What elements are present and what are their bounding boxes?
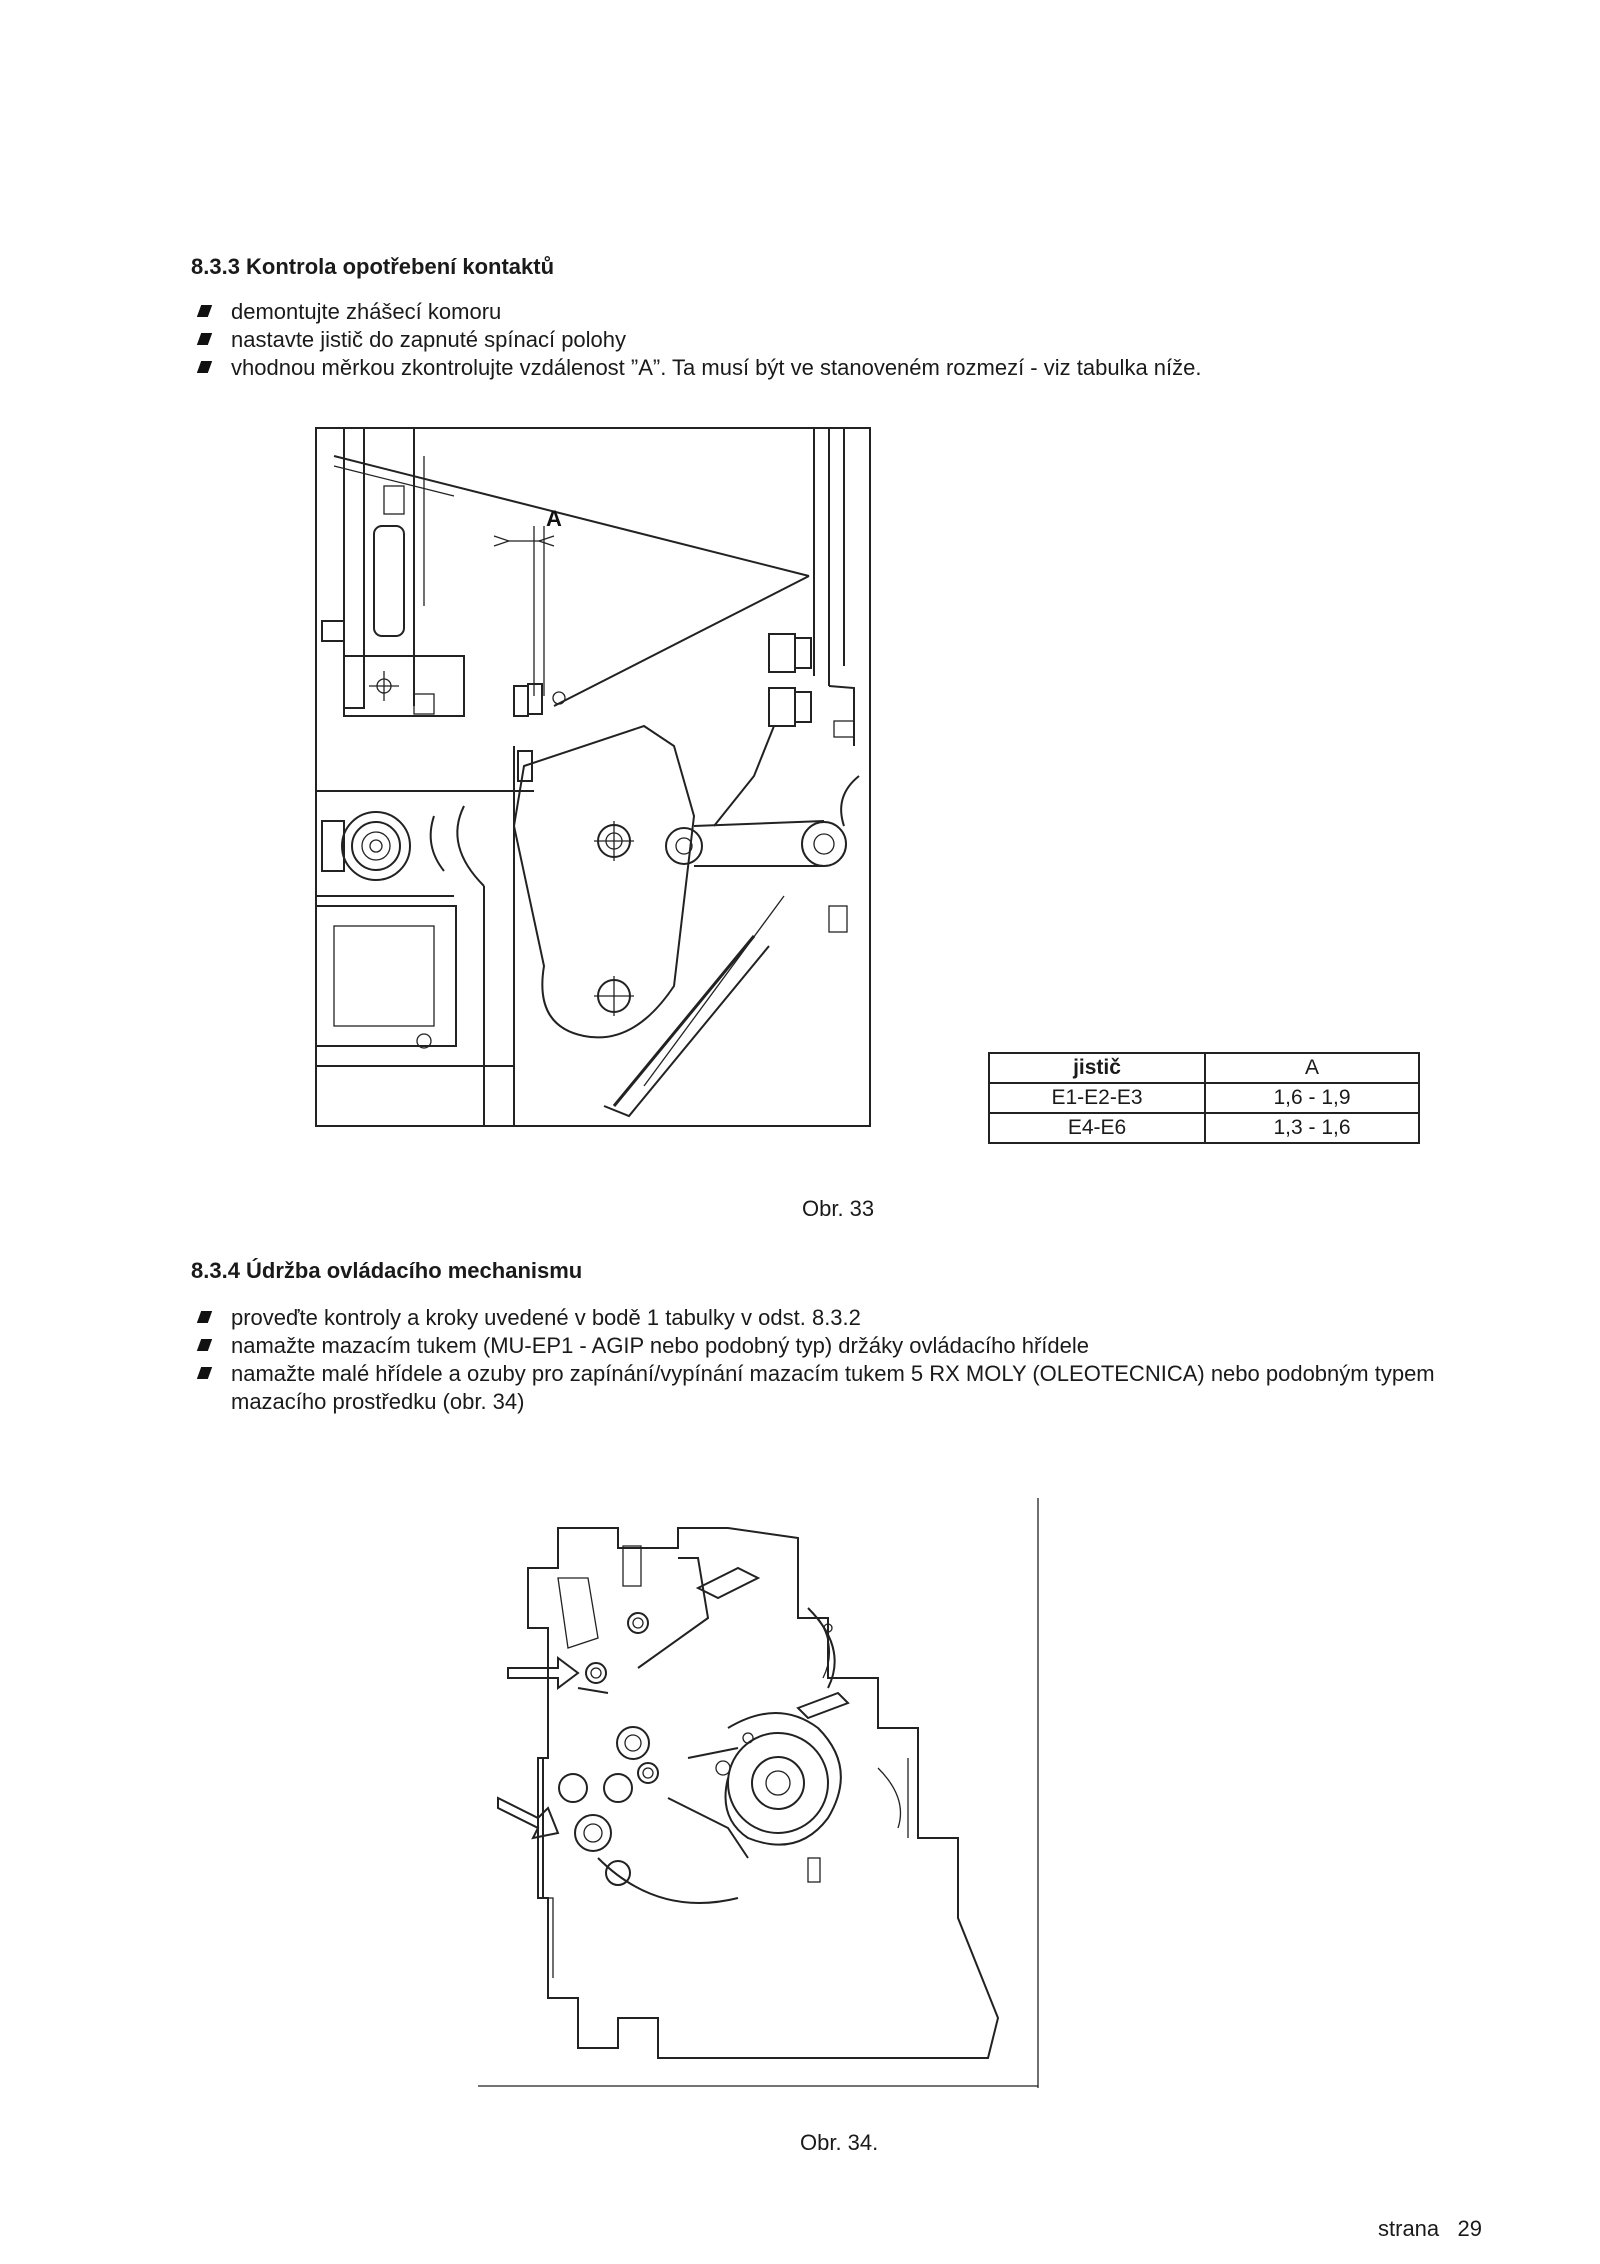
bullet-item: nastavte jistič do zapnuté spínací polohy	[195, 326, 1495, 354]
bullet-item: namažte mazacím tukem (MU-EP1 - AGIP nebo podobný typ) držáky ovládacího hřídele	[195, 1332, 1445, 1360]
table-row	[989, 1083, 1419, 1113]
bullet-item: vhodnou měrkou zkontrolujte vzdálenost ”A”. Ta musí být ve stanoveném rozmezí - viz tabulka níže.	[195, 354, 1495, 382]
figure-34-drawing	[478, 1498, 1044, 2090]
section-334-heading: 8.3.4 Údržba ovládacího mechanismu	[191, 1258, 583, 1283]
table-row	[989, 1113, 1419, 1143]
bullet-item: proveďte kontroly a kroky uvedené v bodě 1 tabulky v odst. 8.3.2	[195, 1304, 1445, 1332]
table-cell: E4-E6	[989, 1113, 1205, 1143]
section-333-heading: 8.3.3 Kontrola opotřebení kontaktů	[191, 254, 555, 279]
figure-33-drawing	[314, 426, 874, 1130]
bullet-item: demontujte zhášecí komoru	[195, 298, 1495, 326]
section-333-bullet-list	[195, 298, 1495, 382]
page-number: 29	[1457, 2216, 1482, 2241]
table-header-row	[989, 1053, 1419, 1083]
table-cell: 1,3 - 1,6	[1205, 1113, 1419, 1143]
table-cell: E1-E2-E3	[989, 1083, 1205, 1113]
section-334-bullet-list	[195, 1304, 1445, 1416]
bullet-item: namažte malé hřídele a ozuby pro zapínání/vypínání mazacím tukem 5 RX MOLY (OLEOTECNICA) nebo podobným typem mazacího prostředku (obr. 34)	[195, 1360, 1445, 1416]
figure-34-caption: Obr. 34.	[800, 2130, 879, 2155]
spec-table	[988, 1052, 1420, 1144]
table-header-cell: jistič	[989, 1053, 1205, 1083]
figure-33-caption: Obr. 33	[802, 1196, 875, 1221]
page-label: strana	[1378, 2216, 1440, 2241]
table-cell: 1,6 - 1,9	[1205, 1083, 1419, 1113]
table-header-cell: A	[1205, 1053, 1419, 1083]
page-footer	[1378, 2216, 1482, 2242]
dimension-a-label: A	[546, 506, 562, 531]
